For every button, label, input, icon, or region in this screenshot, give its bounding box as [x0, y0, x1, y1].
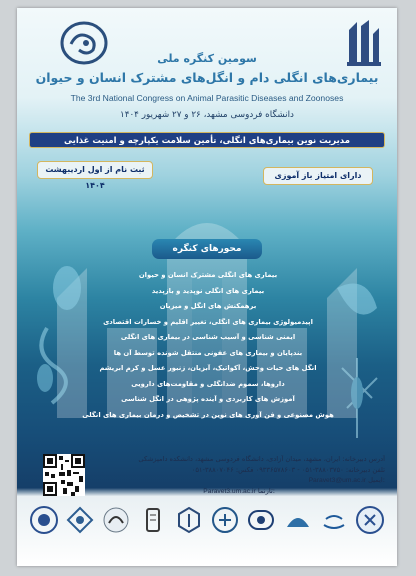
list-item: داروها، سموم ضدانگلی و مقاومت‌های دارویی	[131, 379, 285, 388]
congress-title-fa: بیماری‌های انگلی دام و انگل‌های مشترک انسان و حیوان	[35, 70, 379, 85]
registration-badge: ثبت نام از اول اردیبهشت ۱۴۰۴	[37, 161, 153, 179]
list-item: هوش مصنوعی و فن آوری های نوین در تشخیص و درمان بیماری های انگلی	[82, 410, 334, 419]
sponsor-logo-1-icon	[29, 505, 59, 535]
sponsor-logo-5-icon	[174, 505, 204, 535]
qr-code-icon	[43, 454, 85, 496]
congress-title-en: The 3rd National Congress on Animal Parasitic Diseases and Zoonoses	[70, 93, 344, 103]
list-item: بندپایان و بیماری های عفونی منتقل شونده توسط آن ها	[113, 348, 303, 357]
list-item: آموزش های کاربردی و آینده پژوهی در انگل شناسی	[121, 395, 295, 403]
topics-list	[79, 271, 337, 426]
sponsor-logo-8-icon	[283, 505, 313, 535]
cme-badge: دارای امتیاز باز آموزی	[263, 167, 373, 185]
topics-heading: محورهای کنگره	[152, 239, 262, 259]
website-row	[95, 487, 385, 498]
address: آدرس دبیرخانه: ایران، مشهد، میدان آزادی، دانشگاه فردوسی مشهد، دانشکده دامپزشکی	[138, 455, 385, 463]
list-item: ایمنی شناسی و آسیب شناسی در بیماری های انگلی	[120, 333, 296, 341]
phones: تلفن دبیرخانه: ۳۸۸۰۳۷۵۰-۰۵۱ - ۰۹۳۳۶۵۷۸۶۰۳ فکس: ۳۸۸۰۷۰۴۶-۰۵۱	[191, 465, 385, 474]
list-item: انگل های حیات وحش، آکواتیک، آبزیان، زنبور عسل و کرم ابریشم	[99, 364, 317, 372]
list-item: برهمکنش های انگل و میزبان	[159, 302, 257, 310]
sponsor-logos	[29, 502, 385, 538]
sponsor-logo-10-icon	[355, 505, 385, 535]
website-label: تارنما:	[257, 486, 275, 495]
list-item: بیماری های انگلی نوپدید و بازپدید	[151, 286, 265, 295]
theme-banner: مدیریت نوین بیماری‌های انگلی، تأمین سلامت یکپارچه و امنیت غذایی	[29, 132, 385, 148]
sponsor-logo-9-icon	[319, 505, 349, 535]
sponsor-logo-7-icon	[246, 505, 276, 535]
sponsor-logo-6-icon	[210, 505, 240, 535]
email-row	[95, 476, 385, 487]
list-item: اپیدمیولوژی بیماری های انگلی، تغییر اقلیم و خسارات اقتصادی	[103, 317, 313, 326]
congress-poster	[17, 8, 397, 566]
sponsor-logo-3-icon	[101, 505, 131, 535]
parasite-decor-icon	[27, 258, 87, 408]
list-item: بیماری های انگلی مشترک انسان و حیوان	[138, 271, 278, 279]
sponsor-logo-2-icon	[65, 505, 95, 535]
location-date: دانشگاه فردوسی مشهد، ۲۶ و ۲۷ شهریور ۱۴۰۴	[120, 110, 294, 120]
sponsor-logo-4-icon	[138, 505, 168, 535]
website-link[interactable]: Paravet3.um.ac.ir	[203, 487, 256, 495]
contact-info	[95, 455, 385, 497]
email-label: ایمیل:	[368, 476, 385, 484]
congress-edition-title: سومین کنگره ملی	[157, 52, 257, 65]
email-link[interactable]: Paravet3@um.ac.ir	[308, 477, 366, 484]
